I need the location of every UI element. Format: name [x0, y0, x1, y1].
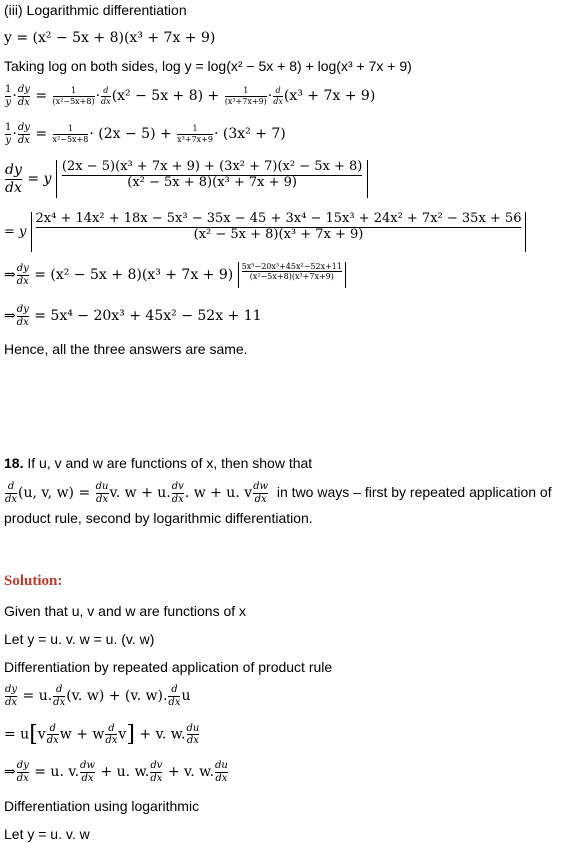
product-rule-step-2: = u[v $\frac{d}{dx}$ w + w $\frac{d}{dx}$ v] + v. w. $\frac{du}{dx}$ [4, 722, 200, 747]
repeated-product-rule-line: Differentiation by repeated application of product rule [4, 659, 333, 675]
let-y-line-1: Let y = u. v. w = u. (v. w) [4, 631, 155, 647]
question-18-text-2: in two ways – first by repeated application of [276, 484, 552, 500]
question-number: 18. [4, 455, 24, 471]
question-18-line-3: product rule, second by logarithmic differentiation. [4, 510, 313, 526]
log-derivative-line-2: $\frac{1}{y}$ · $\frac{dy}{dx}$ = $\frac{1}{\text{x²−5x+8}}$ · (2x − 5) + $\frac{1}{\text{x³+7x+9}}$ · (3x² + 7) [5, 122, 286, 146]
hence-line: Hence, all the three answers are same. [4, 341, 248, 357]
expanded-bracket-line: = y 2x⁴ + 14x² + 18x − 5x³ − 35x − 45 + 3x⁴ − 15x³ + 24x² + 7x² − 35x + 56 (x² − 5x + 8)(x³ + 7x + 9) [4, 212, 526, 252]
question-18-text-1: If u, v and w are functions of x, then show that [23, 455, 313, 471]
product-rule-step-3: ⇒ $\frac{dy}{dx}$ = u. v. $\frac{dw}{dx}$ + u. w. $\frac{dv}{dx}$ + v. w. $\frac{du}{dx}$ [4, 760, 228, 784]
product-rule-step-1: $\frac{dy}{dx}$ = u. $\frac{d}{dx}$ (v. w) + (v. w). $\frac{d}{dx}$ u [5, 684, 191, 708]
question-18-line-1 [4, 455, 312, 471]
dy-dx-bracket-line: $\frac{dy}{dx}$ = y $\frac{\text{(2x − 5)(x³ + 7x + 9) + (3x² + 7)(x² − 5x + 8)}}{\text{(x² − 5x + 8)(x³ + 7x + 9)}}$ [4, 160, 368, 198]
implies-line-2: ⇒ $\frac{dy}{dx}$ = 5x⁴ − 20x³ + 45x² − 52x + 11 [4, 304, 262, 328]
question-18-line-2: $\frac{d}{dx}$ (u, v, w) = $\frac{du}{dx}$ v. w + u. $\frac{dv}{dx}$ . w + u. v $\frac{dw}{dx}$ in two ways – first by repeated application of [5, 481, 552, 505]
taking-log-line: Taking log on both sides, log y = log(x² − 5x + 8) + log(x³ + 7x + 9) [4, 58, 412, 74]
given-line: Given that u, v and w are functions of x [4, 603, 247, 619]
using-log-line: Differentiation using logarithmic [4, 798, 200, 814]
solution-label: Solution: [4, 573, 63, 589]
log-derivative-line-1: $\frac{1}{y}$ · $\frac{dy}{dx}$ = $\frac{1}{\text{(x²−5x+8)}}$ · $\frac{d}{dx}$ (x² − 5x + 8) + $\frac{1}{\text{(x³+7x+9)}}$ · $\frac{d}{dx}$ (x³ + 7x + 9) [5, 84, 376, 108]
part-iii-heading: (iii) Logarithmic differentiation [4, 2, 187, 18]
let-y-line-2: Let y = u. v. w [4, 826, 90, 842]
implies-line-1: ⇒ $\frac{dy}{dx}$ = (x² − 5x + 8)(x³ + 7x + 9) $\frac{\text{5x⁵−20x³+45x²−52x+11}}{\text{(x²−5x+8)(x³+7x+9)}}$ [4, 262, 346, 288]
y-equation: y = (x² − 5x + 8)(x³ + 7x + 9) [4, 30, 216, 46]
